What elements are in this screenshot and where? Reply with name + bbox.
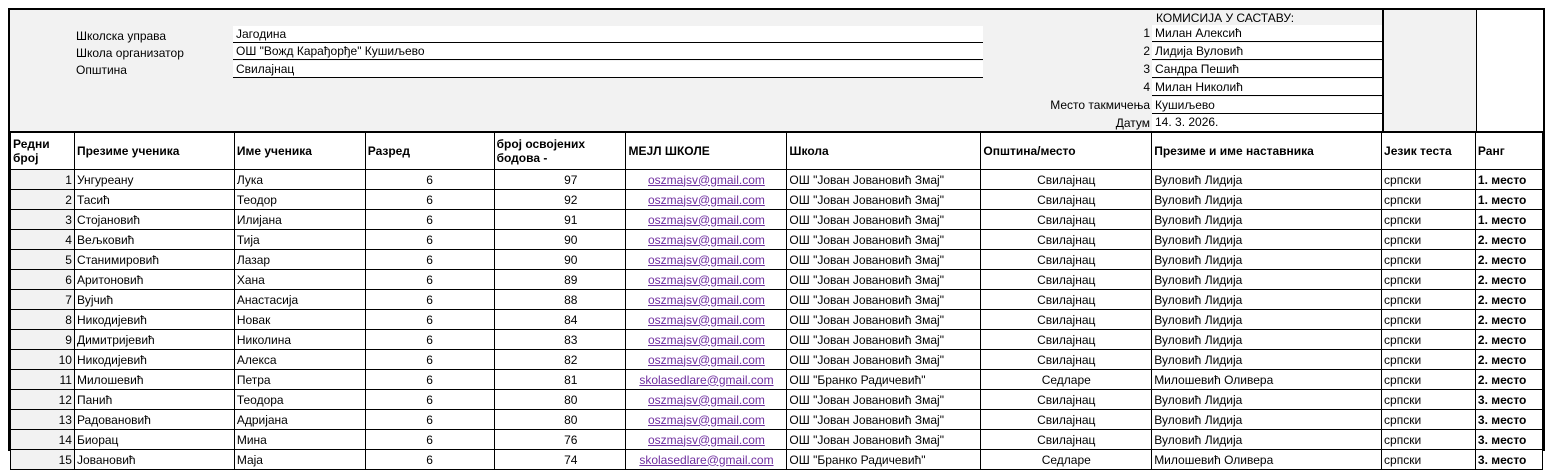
cell-place: Свилајнац — [981, 230, 1152, 250]
cell-school: ОШ "Јован Јовановић Змај" — [787, 190, 981, 210]
cell-rank: 1. место — [1475, 170, 1542, 190]
cell-surname: Радовановић — [74, 410, 234, 430]
school-email-link[interactable]: oszmajsv@gmail.com — [626, 310, 787, 330]
cell-surname: Тасић — [74, 190, 234, 210]
cell-language: српски — [1382, 350, 1476, 370]
header-blank-cell — [1477, 10, 1543, 131]
cell-school: ОШ "Бранко Радичевић" — [787, 370, 981, 390]
results-sheet — [8, 8, 1545, 467]
cell-language: српски — [1382, 210, 1476, 230]
cell-grade: 6 — [365, 230, 494, 250]
cell-name: Теодора — [234, 390, 365, 410]
cell-points: 76 — [494, 430, 626, 450]
cell-teacher: Милошевић Оливера — [1152, 450, 1382, 470]
school-email-link[interactable]: oszmajsv@gmail.com — [626, 330, 787, 350]
cell-grade: 6 — [365, 270, 494, 290]
value-school-organizer[interactable]: ОШ "Вожд Карађорђе" Кушиљево — [233, 43, 983, 60]
cell-grade: 6 — [365, 290, 494, 310]
cell-ordinal: 2 — [11, 190, 75, 210]
cell-rank: 3. место — [1475, 450, 1542, 470]
cell-points: 82 — [494, 350, 626, 370]
cell-name: Новак — [234, 310, 365, 330]
cell-rank: 2. место — [1475, 270, 1542, 290]
cell-grade: 6 — [365, 310, 494, 330]
cell-grade: 6 — [365, 210, 494, 230]
cell-points: 88 — [494, 290, 626, 310]
school-email-link[interactable]: skolasedlare@gmail.com — [626, 370, 787, 390]
table-row — [11, 410, 1543, 430]
cell-language: српски — [1382, 330, 1476, 350]
col-header-points: број освојених бодова - — [494, 132, 626, 170]
cell-language: српски — [1382, 310, 1476, 330]
cell-school: ОШ "Јован Јовановић Змај" — [787, 270, 981, 290]
cell-name: Теодор — [234, 190, 365, 210]
cell-school: ОШ "Јован Јовановић Змај" — [787, 410, 981, 430]
place-label: Место такмичења — [1050, 98, 1150, 112]
cell-school: ОШ "Јован Јовановић Змај" — [787, 210, 981, 230]
cell-rank: 1. место — [1475, 190, 1542, 210]
school-email-link[interactable]: oszmajsv@gmail.com — [626, 430, 787, 450]
table-row — [11, 190, 1543, 210]
cell-points: 97 — [494, 170, 626, 190]
cell-grade: 6 — [365, 350, 494, 370]
school-email-link[interactable]: oszmajsv@gmail.com — [626, 350, 787, 370]
cell-name: Тија — [234, 230, 365, 250]
table-row — [11, 270, 1543, 290]
col-header-surname: Презиме ученика — [74, 132, 234, 170]
cell-name: Анастасија — [234, 290, 365, 310]
label-municipality: Општина — [76, 63, 127, 77]
cell-teacher: Вуловић Лидија — [1152, 310, 1382, 330]
cell-ordinal: 5 — [11, 250, 75, 270]
cell-language: српски — [1382, 170, 1476, 190]
cell-name: Николина — [234, 330, 365, 350]
table-row — [11, 350, 1543, 370]
col-header-email: МЕЈЛ ШКОЛЕ — [626, 132, 787, 170]
col-header-language: Језик теста — [1382, 132, 1476, 170]
cell-name: Илијана — [234, 210, 365, 230]
table-row — [11, 390, 1543, 410]
cell-place: Свилајнац — [981, 290, 1152, 310]
cell-language: српски — [1382, 190, 1476, 210]
cell-rank: 2. место — [1475, 370, 1542, 390]
cell-points: 84 — [494, 310, 626, 330]
col-header-place: Општина/место — [981, 132, 1152, 170]
cell-grade: 6 — [365, 330, 494, 350]
cell-teacher: Вуловић Лидија — [1152, 330, 1382, 350]
cell-rank: 3. место — [1475, 410, 1542, 430]
table-row — [11, 430, 1543, 450]
cell-school: ОШ "Јован Јовановић Змај" — [787, 390, 981, 410]
cell-points: 92 — [494, 190, 626, 210]
cell-language: српски — [1382, 370, 1476, 390]
cell-rank: 2. место — [1475, 330, 1542, 350]
cell-place: Свилајнац — [981, 330, 1152, 350]
cell-surname: Јовановић — [74, 450, 234, 470]
col-header-ordinal: Редни број — [11, 132, 75, 170]
cell-ordinal: 4 — [11, 230, 75, 250]
cell-points: 80 — [494, 410, 626, 430]
cell-name: Маја — [234, 450, 365, 470]
commission-member[interactable]: Лидија Вуловић — [1152, 43, 1383, 60]
cell-language: српски — [1382, 270, 1476, 290]
cell-place: Свилајнац — [981, 210, 1152, 230]
header-divider — [1382, 10, 1384, 131]
cell-rank: 2. место — [1475, 290, 1542, 310]
table-row — [11, 170, 1543, 190]
cell-teacher: Вуловић Лидија — [1152, 390, 1382, 410]
col-header-school: Школа — [787, 132, 981, 170]
table-row — [11, 290, 1543, 310]
cell-points: 89 — [494, 270, 626, 290]
cell-language: српски — [1382, 450, 1476, 470]
cell-name: Лазар — [234, 250, 365, 270]
cell-ordinal: 6 — [11, 270, 75, 290]
col-header-grade: Разред — [365, 132, 494, 170]
cell-school: ОШ "Јован Јовановић Змај" — [787, 330, 981, 350]
cell-place: Седларе — [981, 450, 1152, 470]
school-email-link[interactable]: oszmajsv@gmail.com — [626, 210, 787, 230]
cell-points: 90 — [494, 230, 626, 250]
cell-language: српски — [1382, 230, 1476, 250]
cell-language: српски — [1382, 250, 1476, 270]
results-table — [10, 131, 1543, 470]
commission-member[interactable]: Милан Николић — [1152, 79, 1383, 96]
cell-name: Хана — [234, 270, 365, 290]
table-row — [11, 310, 1543, 330]
cell-ordinal: 9 — [11, 330, 75, 350]
cell-surname: Биорац — [74, 430, 234, 450]
cell-surname: Стојановић — [74, 210, 234, 230]
cell-surname: Унгуреану — [74, 170, 234, 190]
cell-ordinal: 1 — [11, 170, 75, 190]
school-email-link[interactable]: oszmajsv@gmail.com — [626, 250, 787, 270]
sheet-header — [10, 10, 1543, 131]
col-header-rank: Ранг — [1475, 132, 1542, 170]
label-school-organizer: Школа организатор — [76, 46, 184, 60]
col-header-name: Име ученика — [234, 132, 365, 170]
cell-ordinal: 7 — [11, 290, 75, 310]
cell-ordinal: 11 — [11, 370, 75, 390]
cell-points: 90 — [494, 250, 626, 270]
commission-member[interactable]: Милан Алексић — [1152, 25, 1383, 42]
cell-name: Лука — [234, 170, 365, 190]
commission-num: 1 — [1143, 26, 1150, 40]
cell-school: ОШ "Јован Јовановић Змај" — [787, 430, 981, 450]
col-header-teacher: Презиме и име наставника — [1152, 132, 1382, 170]
cell-place: Свилајнац — [981, 170, 1152, 190]
table-body — [11, 170, 1543, 470]
cell-school: ОШ "Јован Јовановић Змај" — [787, 170, 981, 190]
date-label: Датум — [1115, 116, 1150, 130]
cell-place: Свилајнац — [981, 350, 1152, 370]
cell-school: ОШ "Јован Јовановић Змај" — [787, 250, 981, 270]
table-row — [11, 330, 1543, 350]
cell-language: српски — [1382, 390, 1476, 410]
cell-surname: Милошевић — [74, 370, 234, 390]
cell-points: 74 — [494, 450, 626, 470]
cell-place: Свилајнац — [981, 430, 1152, 450]
table-row — [11, 250, 1543, 270]
cell-grade: 6 — [365, 250, 494, 270]
table-row — [11, 210, 1543, 230]
cell-ordinal: 12 — [11, 390, 75, 410]
cell-grade: 6 — [365, 190, 494, 210]
school-email-link[interactable]: oszmajsv@gmail.com — [626, 190, 787, 210]
commission-num: 4 — [1143, 80, 1150, 94]
cell-school: ОШ "Јован Јовановић Змај" — [787, 290, 981, 310]
table-row — [11, 450, 1543, 470]
cell-teacher: Вуловић Лидија — [1152, 430, 1382, 450]
cell-place: Свилајнац — [981, 390, 1152, 410]
cell-surname: Панић — [74, 390, 234, 410]
cell-language: српски — [1382, 290, 1476, 310]
cell-place: Свилајнац — [981, 190, 1152, 210]
commission-num: 3 — [1143, 62, 1150, 76]
cell-school: ОШ "Јован Јовановић Змај" — [787, 230, 981, 250]
cell-surname: Аритоновић — [74, 270, 234, 290]
table-row — [11, 230, 1543, 250]
cell-name: Адријана — [234, 410, 365, 430]
cell-grade: 6 — [365, 390, 494, 410]
cell-surname: Станимировић — [74, 250, 234, 270]
cell-surname: Вујчић — [74, 290, 234, 310]
cell-language: српски — [1382, 410, 1476, 430]
cell-rank: 2. место — [1475, 250, 1542, 270]
cell-school: ОШ "Бранко Радичевић" — [787, 450, 981, 470]
cell-place: Свилајнац — [981, 270, 1152, 290]
cell-place: Свилајнац — [981, 410, 1152, 430]
cell-teacher: Вуловић Лидија — [1152, 290, 1382, 310]
cell-teacher: Вуловић Лидија — [1152, 230, 1382, 250]
cell-teacher: Вуловић Лидија — [1152, 190, 1382, 210]
value-school-admin[interactable]: Јагодина — [233, 26, 983, 43]
cell-place: Седларе — [981, 370, 1152, 390]
cell-ordinal: 14 — [11, 430, 75, 450]
school-email-link[interactable]: oszmajsv@gmail.com — [626, 230, 787, 250]
cell-ordinal: 15 — [11, 450, 75, 470]
cell-language: српски — [1382, 430, 1476, 450]
cell-rank: 2. место — [1475, 350, 1542, 370]
cell-ordinal: 8 — [11, 310, 75, 330]
cell-grade: 6 — [365, 410, 494, 430]
cell-surname: Вељковић — [74, 230, 234, 250]
cell-name: Мина — [234, 430, 365, 450]
cell-name: Петра — [234, 370, 365, 390]
commission-title: КОМИСИЈА У САСТАВУ: — [1156, 11, 1295, 25]
cell-school: ОШ "Јован Јовановић Змај" — [787, 350, 981, 370]
cell-teacher: Вуловић Лидија — [1152, 270, 1382, 290]
cell-grade: 6 — [365, 450, 494, 470]
school-email-link[interactable]: oszmajsv@gmail.com — [626, 170, 787, 190]
cell-surname: Никодијевић — [74, 350, 234, 370]
cell-grade: 6 — [365, 430, 494, 450]
cell-rank: 2. место — [1475, 310, 1542, 330]
cell-points: 91 — [494, 210, 626, 230]
label-school-admin: Школска управа — [76, 29, 167, 43]
cell-ordinal: 3 — [11, 210, 75, 230]
cell-teacher: Милошевић Оливера — [1152, 370, 1382, 390]
cell-rank: 3. место — [1475, 390, 1542, 410]
commission-num: 2 — [1143, 44, 1150, 58]
school-email-link[interactable]: oszmajsv@gmail.com — [626, 290, 787, 310]
cell-name: Алекса — [234, 350, 365, 370]
table-row — [11, 370, 1543, 390]
place-value[interactable]: Кушиљево — [1152, 97, 1383, 114]
school-email-link[interactable]: oszmajsv@gmail.com — [626, 390, 787, 410]
table-header-row — [11, 132, 1543, 170]
cell-teacher: Вуловић Лидија — [1152, 250, 1382, 270]
cell-rank: 2. место — [1475, 230, 1542, 250]
cell-grade: 6 — [365, 170, 494, 190]
cell-school: ОШ "Јован Јовановић Змај" — [787, 310, 981, 330]
cell-ordinal: 10 — [11, 350, 75, 370]
cell-surname: Никодијевић — [74, 310, 234, 330]
date-value[interactable]: 14. 3. 2026. — [1152, 114, 1383, 131]
cell-rank: 3. место — [1475, 430, 1542, 450]
school-email-link[interactable]: oszmajsv@gmail.com — [626, 270, 787, 290]
cell-place: Свилајнац — [981, 310, 1152, 330]
value-municipality[interactable]: Свилајнац — [233, 61, 983, 78]
cell-rank: 1. место — [1475, 210, 1542, 230]
cell-points: 80 — [494, 390, 626, 410]
cell-points: 81 — [494, 370, 626, 390]
cell-teacher: Вуловић Лидија — [1152, 350, 1382, 370]
cell-teacher: Вуловић Лидија — [1152, 410, 1382, 430]
cell-surname: Димитријевић — [74, 330, 234, 350]
cell-place: Свилајнац — [981, 250, 1152, 270]
cell-ordinal: 13 — [11, 410, 75, 430]
commission-member[interactable]: Сандра Пешић — [1152, 61, 1383, 78]
cell-teacher: Вуловић Лидија — [1152, 210, 1382, 230]
cell-grade: 6 — [365, 370, 494, 390]
cell-points: 83 — [494, 330, 626, 350]
school-email-link[interactable]: skolasedlare@gmail.com — [626, 450, 787, 470]
school-email-link[interactable]: oszmajsv@gmail.com — [626, 410, 787, 430]
cell-teacher: Вуловић Лидија — [1152, 170, 1382, 190]
